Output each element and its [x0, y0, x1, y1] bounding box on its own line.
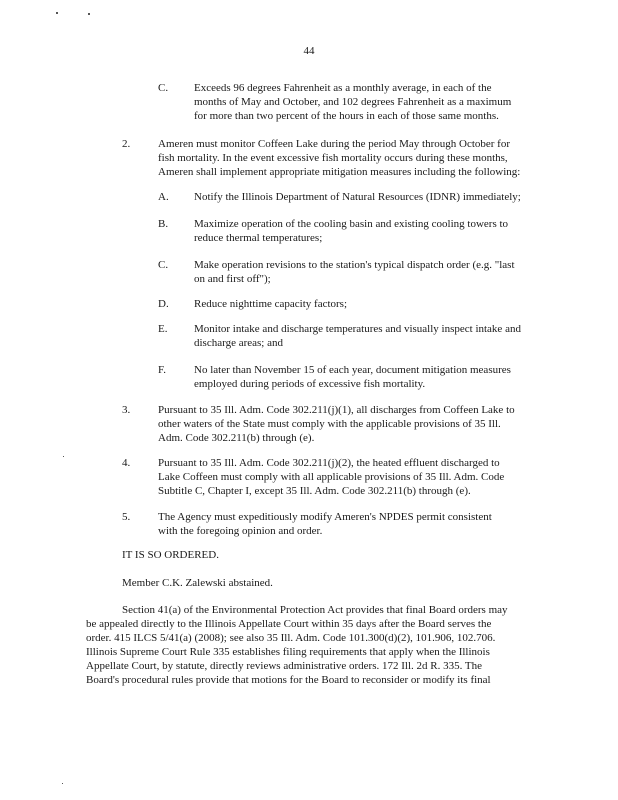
scan-speck [63, 456, 64, 457]
text-line: for more than two percent of the hours in each of those same months. [194, 110, 499, 122]
scan-speck [62, 783, 63, 784]
item-label: 4. [122, 457, 131, 469]
text-line: Subtitle C, Chapter I, except 35 Ill. Adm. Code 302.211(b) through (e). [158, 485, 471, 497]
text-line: Appellate Court, by statute, directly reviews administrative orders. 172 Ill. 2d R. 335. The [86, 660, 483, 672]
item-label: 5. [122, 511, 131, 523]
text-line: with the foregoing opinion and order. [158, 525, 323, 537]
text-line: Make operation revisions to the station's typical dispatch order (e.g. "last [194, 259, 515, 271]
text-line: Adm. Code 302.211(b) through (e). [158, 432, 315, 444]
subitem-label: D. [158, 298, 169, 310]
text-line: Notify the Illinois Department of Natural Resources (IDNR) immediately; [194, 191, 521, 203]
page-number: 44 [303, 45, 315, 57]
text-line: Pursuant to 35 Ill. Adm. Code 302.211(j)(1), all discharges from Coffeen Lake to [158, 404, 515, 416]
abstained-note: Member C.K. Zalewski abstained. [122, 577, 273, 589]
subitem-label: B. [158, 218, 169, 230]
text-line: No later than November 15 of each year, document mitigation measures [194, 364, 511, 376]
text-line: Section 41(a) of the Environmental Protection Act provides that final Board orders may [122, 604, 508, 616]
text-line: Pursuant to 35 Ill. Adm. Code 302.211(j)(2), the heated effluent discharged to [158, 457, 500, 469]
text-line: be appealed directly to the Illinois Appellate Court within 35 days after the Board serves the [86, 618, 492, 630]
it-is-so-ordered: IT IS SO ORDERED. [122, 549, 219, 561]
text-line: Reduce nighttime capacity factors; [194, 298, 348, 310]
text-line: on and first off"); [194, 273, 271, 285]
item-label: 3. [122, 404, 131, 416]
text-line: Board's procedural rules provide that motions for the Board to reconsider or modify its final [86, 674, 491, 686]
subitem-label: C. [158, 259, 169, 271]
text-line: months of May and October, and 102 degrees Fahrenheit as a maximum [194, 96, 512, 108]
text-line: Lake Coffeen must comply with all applicable provisions of 35 Ill. Adm. Code [158, 471, 505, 483]
item-label: 2. [122, 138, 131, 150]
scan-speck [56, 12, 58, 14]
text-line: Illinois Supreme Court Rule 335 establishes filing requirements that apply when the Illinois [86, 646, 490, 658]
text-line: Monitor intake and discharge temperatures and visually inspect intake and [194, 323, 521, 335]
text-line: other waters of the State must comply with the applicable provisions of 35 Ill. [158, 418, 501, 430]
item-label: C. [158, 82, 169, 94]
text-line: order. 415 ILCS 5/41(a) (2008); see also 35 Ill. Adm. Code 101.300(d)(2), 101.906, 102.706. [86, 632, 496, 644]
text-line: Ameren shall implement appropriate mitigation measures including the following: [158, 166, 521, 178]
subitem-label: E. [158, 323, 168, 335]
text-line: The Agency must expeditiously modify Ameren's NPDES permit consistent [158, 511, 492, 523]
scan-speck [88, 13, 90, 15]
text-line: Ameren must monitor Coffeen Lake during the period May through October for [158, 138, 511, 150]
text-line: reduce thermal temperatures; [194, 232, 323, 244]
text-line: employed during periods of excessive fish mortality. [194, 378, 426, 390]
subitem-label: A. [158, 191, 169, 203]
text-line: Exceeds 96 degrees Fahrenheit as a monthly average, in each of the [194, 82, 492, 94]
text-line: discharge areas; and [194, 337, 283, 349]
text-line: Maximize operation of the cooling basin and existing cooling towers to [194, 218, 509, 230]
text-line: fish mortality. In the event excessive fish mortality occurs during these months, [158, 152, 508, 164]
subitem-label: F. [158, 364, 166, 376]
